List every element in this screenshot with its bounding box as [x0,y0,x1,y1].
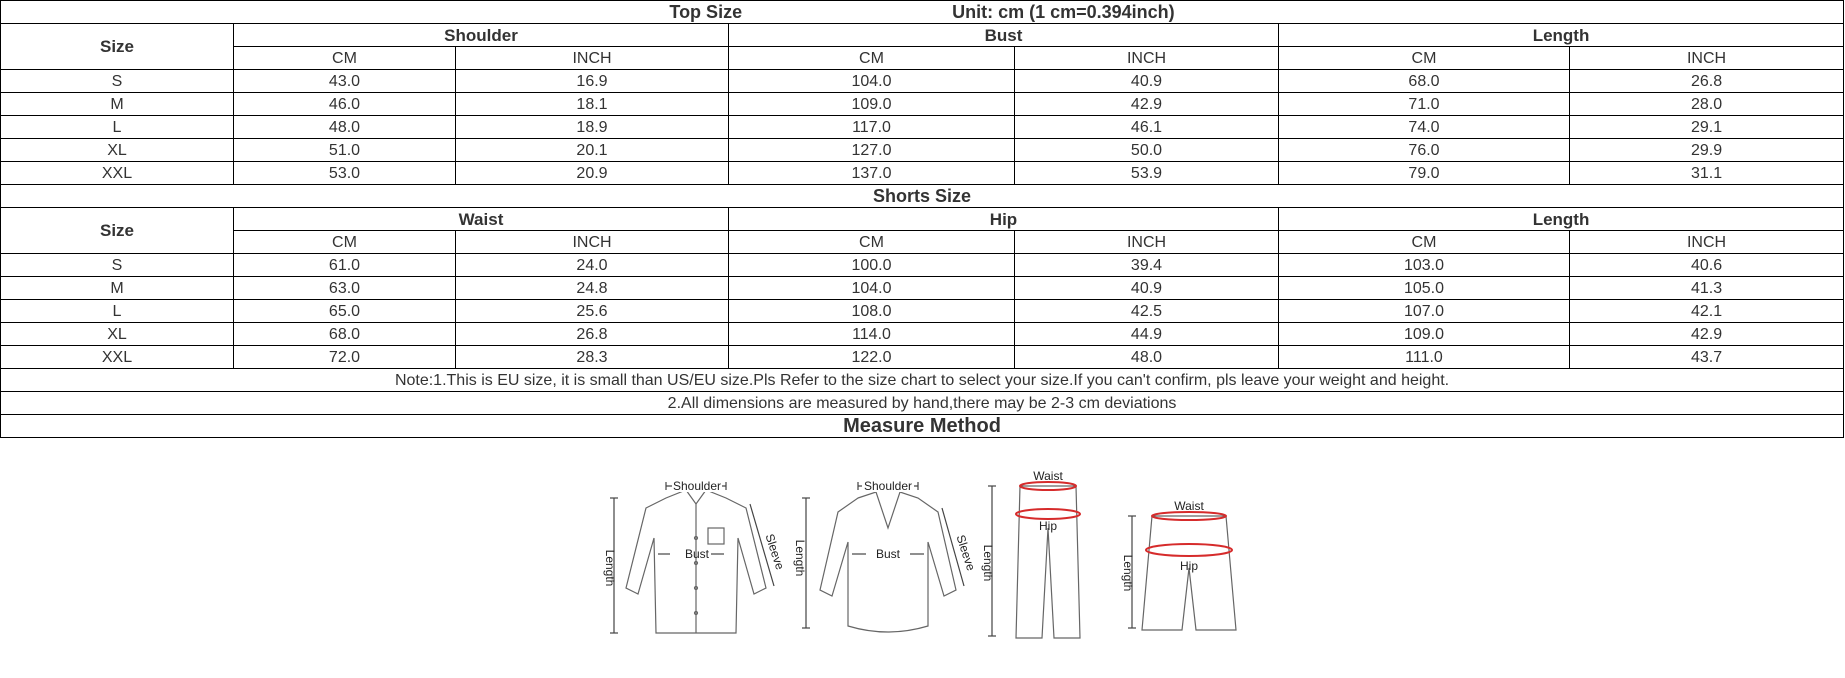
table-row [1,139,1844,162]
bust-inch-cell: 42.9 [1015,93,1279,116]
size-cell: L [1,300,234,323]
top-title-row [1,1,1844,24]
top-length-header: Length [1279,24,1844,47]
note-row [1,369,1844,392]
length-inch-cell: 29.1 [1570,116,1844,139]
bust-cm-cell: 104.0 [729,70,1015,93]
pants-length-label: Length [981,544,995,582]
top-size-header: Size [1,24,234,70]
length-cm-cell: 105.0 [1279,277,1570,300]
note-row [1,392,1844,415]
shorts-waist-label: Waist [1174,499,1204,513]
bust-inch-cell: 53.9 [1015,162,1279,185]
sweater-length-label: Length [793,539,807,577]
size-cell: S [1,70,234,93]
shorts-size-title: Shorts Size [1,185,1844,208]
measure-title-row [1,415,1844,438]
bust-inch-cell: 46.1 [1015,116,1279,139]
shorts-header-row [1,208,1844,231]
length-inch-cell: 31.1 [1570,162,1844,185]
hip-inch-cell: 44.9 [1015,323,1279,346]
waist-inch-cell: 26.8 [456,323,729,346]
size-cell: XXL [1,346,234,369]
unit-inch-header: INCH [1570,47,1844,70]
size-cell: XL [1,139,234,162]
length-cm-cell: 79.0 [1279,162,1570,185]
shorts-size-header: Size [1,208,234,254]
measure-illustrations [596,468,1246,648]
length-inch-cell: 41.3 [1570,277,1844,300]
size-cell: L [1,116,234,139]
unit-cm-header: CM [729,231,1015,254]
waist-header: Waist [234,208,729,231]
size-cell: M [1,277,234,300]
shirt-length-label: Length [603,549,617,587]
shoulder-header: Shoulder [234,24,729,47]
unit-cm-header: CM [1279,47,1570,70]
shirt-shoulder-label: Shoulder [672,479,722,493]
length-inch-cell: 28.0 [1570,93,1844,116]
shorts-unit-row [1,231,1844,254]
shoulder-inch-cell: 18.9 [456,116,729,139]
sweater-sleeve-label: Sleeve [953,533,979,573]
shorts-diagram [1128,516,1236,630]
hip-cm-cell: 122.0 [729,346,1015,369]
length-inch-cell: 26.8 [1570,70,1844,93]
top-header-row [1,24,1844,47]
measure-method-title: Measure Method [1,415,1844,438]
unit-cm-header: CM [234,47,456,70]
waist-inch-cell: 25.6 [456,300,729,323]
shoulder-cm-cell: 46.0 [234,93,456,116]
table-row [1,116,1844,139]
table-row [1,162,1844,185]
bust-cm-cell: 109.0 [729,93,1015,116]
unit-inch-header: INCH [1570,231,1844,254]
unit-cm-header: CM [234,231,456,254]
length-inch-cell: 42.9 [1570,323,1844,346]
shorts-title-row [1,185,1844,208]
shorts-length-label: Length [1121,554,1135,592]
shorts-hip-marker [1146,544,1232,556]
length-inch-cell: 40.6 [1570,254,1844,277]
unit-cm-header: CM [729,47,1015,70]
garment-diagrams [596,468,1246,648]
pants-hip-label: Hip [1038,519,1058,533]
pants-hip-marker [1016,509,1080,519]
hip-inch-cell: 48.0 [1015,346,1279,369]
waist-cm-cell: 61.0 [234,254,456,277]
length-cm-cell: 74.0 [1279,116,1570,139]
unit-label: Unit: cm (1 cm=0.394inch) [952,1,1175,22]
shoulder-inch-cell: 20.1 [456,139,729,162]
table-row [1,346,1844,369]
hip-cm-cell: 114.0 [729,323,1015,346]
length-cm-cell: 76.0 [1279,139,1570,162]
hip-cm-cell: 108.0 [729,300,1015,323]
length-inch-cell: 43.7 [1570,346,1844,369]
waist-cm-cell: 72.0 [234,346,456,369]
hip-header: Hip [729,208,1279,231]
unit-inch-header: INCH [456,47,729,70]
bust-inch-cell: 40.9 [1015,70,1279,93]
top-size-title: Top Size [669,1,743,22]
length-cm-cell: 103.0 [1279,254,1570,277]
length-inch-cell: 29.9 [1570,139,1844,162]
waist-inch-cell: 24.0 [456,254,729,277]
shorts-hip-label: Hip [1179,559,1199,573]
size-cell: M [1,93,234,116]
waist-inch-cell: 28.3 [456,346,729,369]
waist-cm-cell: 65.0 [234,300,456,323]
shoulder-inch-cell: 18.1 [456,93,729,116]
unit-inch-header: INCH [1015,47,1279,70]
table-row [1,93,1844,116]
shirt-bust-label: Bust [684,547,710,561]
bust-cm-cell: 127.0 [729,139,1015,162]
table-row [1,70,1844,93]
shoulder-cm-cell: 43.0 [234,70,456,93]
hip-inch-cell: 39.4 [1015,254,1279,277]
shoulder-cm-cell: 48.0 [234,116,456,139]
note-line-2: 2.All dimensions are measured by hand,there may be 2-3 cm deviations [1,392,1844,415]
bust-header: Bust [729,24,1279,47]
shoulder-cm-cell: 51.0 [234,139,456,162]
size-cell: XL [1,323,234,346]
waist-cm-cell: 63.0 [234,277,456,300]
length-cm-cell: 71.0 [1279,93,1570,116]
unit-inch-header: INCH [1015,231,1279,254]
size-cell: XXL [1,162,234,185]
top-unit-row [1,47,1844,70]
pants-waist-label: Waist [1033,469,1063,483]
sweater-bust-label: Bust [875,547,901,561]
shirt-sleeve-label: Sleeve [762,532,788,572]
table-row [1,323,1844,346]
table-row [1,300,1844,323]
table-row [1,254,1844,277]
bust-cm-cell: 137.0 [729,162,1015,185]
shoulder-inch-cell: 20.9 [456,162,729,185]
length-cm-cell: 68.0 [1279,70,1570,93]
unit-inch-header: INCH [456,231,729,254]
waist-cm-cell: 68.0 [234,323,456,346]
unit-cm-header: CM [1279,231,1570,254]
hip-inch-cell: 42.5 [1015,300,1279,323]
bust-inch-cell: 50.0 [1015,139,1279,162]
hip-cm-cell: 100.0 [729,254,1015,277]
hip-inch-cell: 40.9 [1015,277,1279,300]
hip-cm-cell: 104.0 [729,277,1015,300]
note-line-1: Note:1.This is EU size, it is small than US/EU size.Pls Refer to the size chart to select your size.If you can't confirm, pls leave your weight and height. [1,369,1844,392]
table-row [1,277,1844,300]
shoulder-cm-cell: 53.0 [234,162,456,185]
waist-inch-cell: 24.8 [456,277,729,300]
length-cm-cell: 111.0 [1279,346,1570,369]
top-title-cell [1,1,1844,24]
sweater-shoulder-label: Shoulder [863,479,913,493]
bust-cm-cell: 117.0 [729,116,1015,139]
size-cell: S [1,254,234,277]
shorts-length-header: Length [1279,208,1844,231]
shoulder-inch-cell: 16.9 [456,70,729,93]
length-cm-cell: 109.0 [1279,323,1570,346]
length-cm-cell: 107.0 [1279,300,1570,323]
length-inch-cell: 42.1 [1570,300,1844,323]
